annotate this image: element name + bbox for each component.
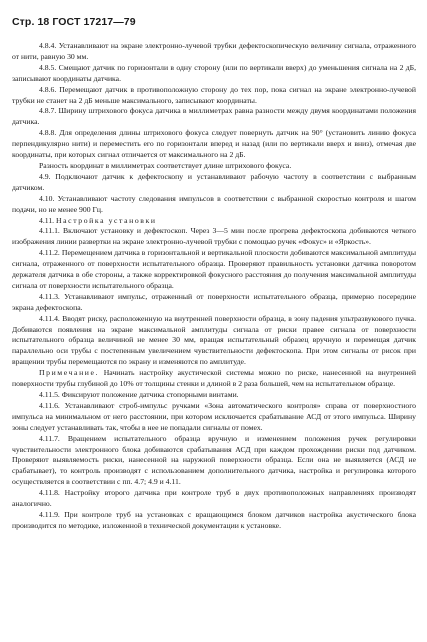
section-heading <box>12 216 416 227</box>
section-title: Настройка установки <box>56 215 157 225</box>
paragraph-4-11-1: 4.11.1. Включают установку и дефектоскоп. Через 3—5 мин после прогрева дефектоскопа добиваются четкого изображения линии развертки на экране электронно-лучевой трубки с помощью ручек «Фокус» и «Яркость». <box>12 226 416 247</box>
paragraph-4-9: 4.9. Подключают датчик к дефектоскопу и устанавливают рабочую частоту в соответствии с выбранным датчиком. <box>12 171 416 192</box>
document-body <box>12 41 416 532</box>
paragraph-4-11-7: 4.11.7. Вращением испытательного образца вручную и изменением положения ручек регулировки чувствительности электронного блока добиваются срабатывания АСД при каждом прохождении риски под датчиком. Проверяют выявляемость риски, нанесенной на наружной поверхности образца. Если она не выявляется (АСД не срабатывает), то контроль производят с использованием дополнительного датчика, настройка и регулировка которого осуществляется в соответствии с пп. 4.7; 4.9 и 4.11. <box>12 433 416 487</box>
paragraph-4-11-9: 4.11.9. При контроле труб на установках с вращающимся блоком датчиков настройка акустического блока производится по методике, изложенной в технической документации к установке. <box>12 509 416 530</box>
note-text: Начинать настройку акустической системы можно по риске, нанесенной на внутренней поверхности трубы глубиной до 10% от толщины стенки и длиной в 2 раза большей, чем на испытательном образце. <box>12 368 416 389</box>
section-number: 4.11. <box>39 215 55 225</box>
paragraph-4-11-4: 4.11.4. Вводят риску, расположенную на внутренней поверхности образца, в зону падения ультразвукового пучка. Добиваются появления на экране максимальной амплитуды сигнала от риски правее сигнала от поверхности испытательного образца величиной не менее 30 мм, вращая испытательный образец вручную и перемещая датчик параллельно оси трубы с постепенным увеличением чувствительности дефектоскопа. При этом сигналы от рисок при вращении трубы перемещаются по экрану и изменяются по амплитуде. <box>12 313 416 367</box>
paragraph-4-11-8: 4.11.8. Настройку второго датчика при контроле труб в двух противоположных направлениях производят аналогично. <box>12 488 416 509</box>
paragraph-4-8-6: 4.8.6. Перемещают датчик в противоположную сторону до тех пор, пока сигнал на экране электронно-лучевой трубки не станет на 2 дБ меньше максимального, записывают координаты. <box>12 84 416 105</box>
paragraph-4-11-5: 4.11.5. Фиксируют положение датчика стопорными винтами. <box>39 390 239 399</box>
paragraph-4-10: 4.10. Устанавливают частоту следования импульсов в соответствии с выбранной скоростью контроля и шагом подачи, но не менее 900 Гц. <box>12 193 416 214</box>
note-label: Примечание. <box>39 368 100 378</box>
paragraph-4-11-6: 4.11.6. Устанавливают строб-импульс ручками «Зона автоматического контроля» справа от поверхностного импульса на минимальном от него расстоянии, при котором исключается срабатывание АСД от этого импульса. Ширину зоны следует устанавливать так, чтобы в нее не попадали сигналы от помех. <box>12 400 416 432</box>
paragraph-4-8-7: 4.8.7. Ширину штрихового фокуса датчика в миллиметрах равна разности между двумя координатами положения датчика. <box>12 106 416 127</box>
paragraph-4-11-2: 4.11.2. Перемещением датчика в горизонтальной и вертикальной плоскости добиваются максимальной амплитуды сигнала, отраженного от поверхности испытательного образца. Проверяют правильность установки датчика поворотом держателя датчика в обе стороны, а также корректировкой фокусного расстояния до получения максимальной амплитуды сигнала от поверхности испытательного образца. <box>12 248 416 290</box>
paragraph-4-11-3: 4.11.3. Устанавливают импульс, отраженный от поверхности испытательного образца, примерно посередине экрана дефектоскопа. <box>12 291 416 312</box>
paragraph-4-8-4: 4.8.4. Устанавливают на экране электронно-лучевой трубки дефектоскопическую величину сигнала, отраженного от нити, равную 30 мм. <box>12 41 416 61</box>
page-header: Стр. 18 ГОСТ 17217—79 <box>12 16 136 28</box>
paragraph-focus-length: Разность координат в миллиметрах соответствует длине штрихового фокуса. <box>39 160 292 170</box>
paragraph-4-8-5: 4.8.5. Смещают датчик по горизонтали в одну сторону (или по вертикали вверх) до уменьшения сигнала на 2 дБ, записывают координаты датчика. <box>12 62 416 83</box>
paragraph-4-8-8: 4.8.8. Для определения длины штрихового фокуса следует повернуть датчик на 90° (установить линию фокуса перпендикулярно нити) и переместить его по горизонтали вперед и назад (или по вертикали вверх и вниз), отмечая две координаты, при которых сигнал отличается от максимального на 2 дБ. <box>12 128 416 160</box>
note-paragraph <box>12 368 416 390</box>
